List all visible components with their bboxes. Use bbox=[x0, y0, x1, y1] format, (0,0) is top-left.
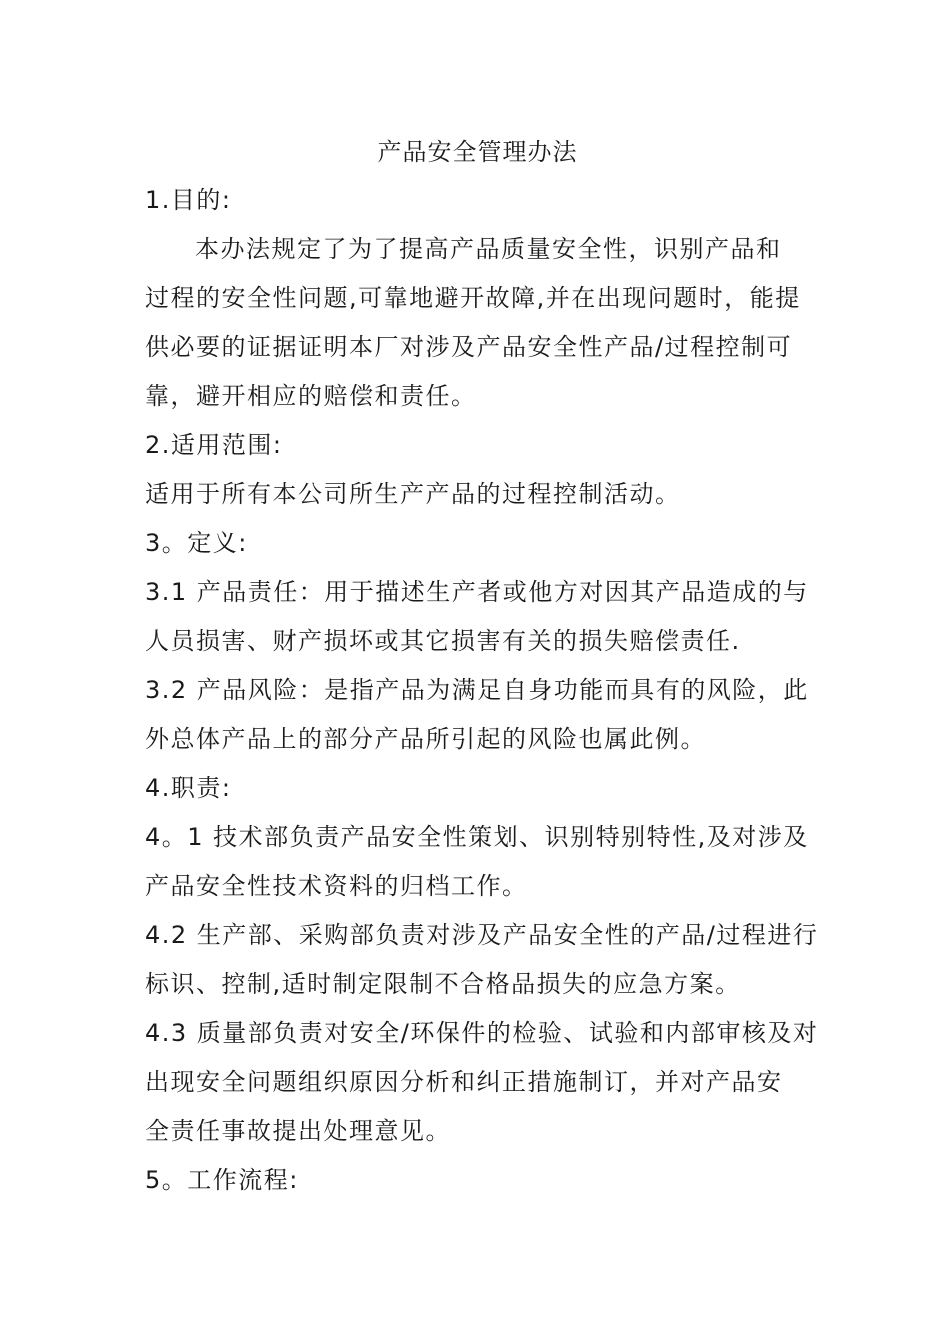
responsibility-4-3-line: 出现安全问题组织原因分析和纠正措施制订，并对产品安 bbox=[145, 1068, 783, 1096]
responsibility-4-1-line: 产品安全性技术资料的归档工作。 bbox=[145, 872, 528, 900]
purpose-text-line: 过程的安全性问题,可靠地避开故障,并在出现问题时，能提 bbox=[145, 284, 801, 312]
purpose-text-line: 供必要的证据证明本厂对涉及产品安全性产品/过程控制可 bbox=[145, 333, 793, 361]
heading-definitions: 3。定义: bbox=[145, 529, 248, 557]
definition-3-1-line: 3.1 产品责任：用于描述生产者或他方对因其产品造成的与 bbox=[145, 578, 809, 606]
heading-workflow: 5。工作流程: bbox=[145, 1166, 299, 1194]
responsibility-4-2-line: 标识、控制,适时制定限制不合格品损失的应急方案。 bbox=[145, 970, 741, 998]
definition-3-2-line: 3.2 产品风险：是指产品为满足自身功能而具有的风险，此 bbox=[145, 676, 809, 704]
responsibility-4-1-line: 4。1 技术部负责产品安全性策划、识别特别特性,及对涉及 bbox=[145, 823, 809, 851]
responsibility-4-2-line: 4.2 生产部、采购部负责对涉及产品安全性的产品/过程进行 bbox=[145, 921, 819, 949]
responsibility-4-3-line: 4.3 质量部负责对安全/环保件的检验、试验和内部审核及对 bbox=[145, 1019, 819, 1047]
responsibility-4-3-line: 全责任事故提出处理意见。 bbox=[145, 1117, 451, 1145]
purpose-text-line: 靠，避开相应的赔偿和责任。 bbox=[145, 382, 477, 410]
scope-text-line: 适用于所有本公司所生产产品的过程控制活动。 bbox=[145, 480, 681, 508]
heading-purpose: 1.目的: bbox=[145, 186, 232, 214]
document-body bbox=[145, 128, 819, 1205]
purpose-text-line: 本办法规定了为了提高产品质量安全性，识别产品和 bbox=[195, 235, 782, 263]
definition-3-1-line: 人员损害、财产损坏或其它损害有关的损失赔偿责任. bbox=[145, 627, 741, 655]
document-title: 产品安全管理办法 bbox=[377, 138, 578, 166]
heading-responsibilities: 4.职责: bbox=[145, 774, 232, 802]
definition-3-2-line: 外总体产品上的部分产品所引起的风险也属此例。 bbox=[145, 725, 706, 753]
heading-scope: 2.适用范围: bbox=[145, 431, 283, 459]
